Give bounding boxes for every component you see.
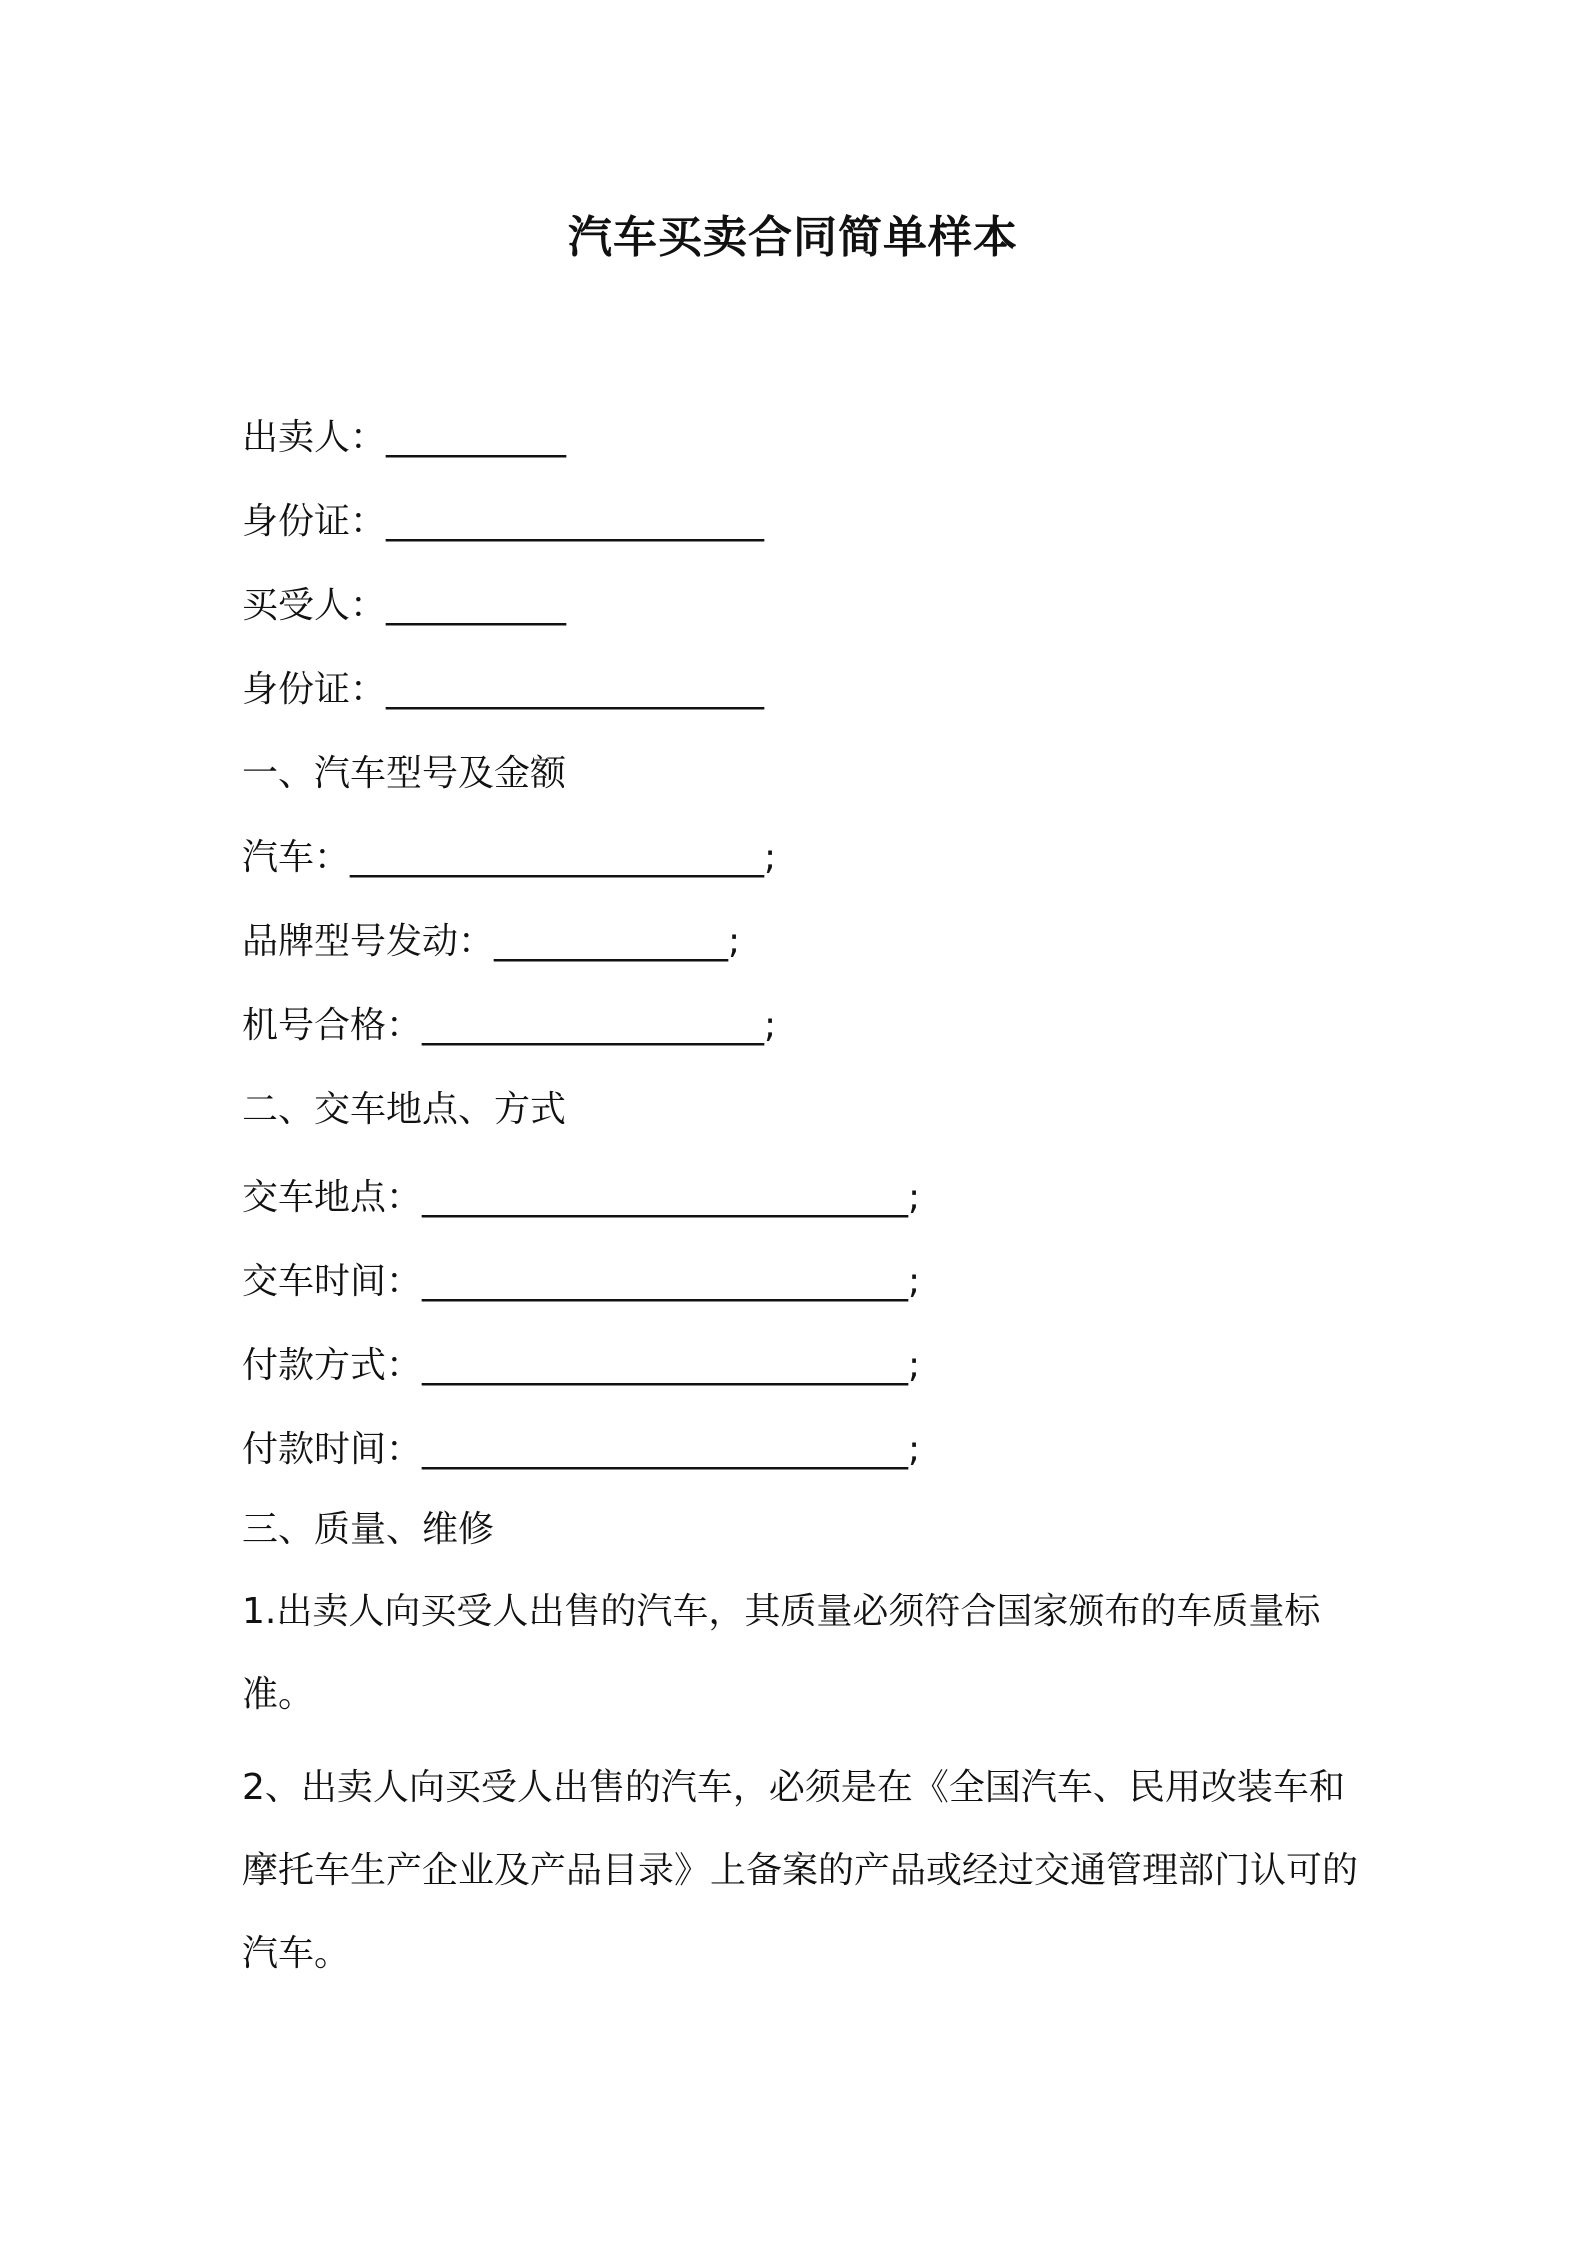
buyer-field: 买受人：__________ <box>242 585 567 626</box>
payment-time-field: 付款时间：___________________________; <box>242 1429 921 1470</box>
section-1-heading: 一、汽车型号及金额 <box>242 753 567 794</box>
delivery-place-field: 交车地点：___________________________; <box>242 1177 921 1218</box>
seller-id-field: 身份证：_____________________ <box>242 501 765 542</box>
engine-no-cert-field: 机号合格：___________________; <box>242 1005 777 1046</box>
delivery-time-field: 交车时间：___________________________; <box>242 1261 921 1302</box>
document-title: 汽车买卖合同简单样本 <box>568 212 1018 263</box>
seller-field: 出卖人：__________ <box>242 417 567 458</box>
section-2-heading: 二、交车地点、方式 <box>242 1089 567 1130</box>
clause-1-paragraph: 1.出卖人向买受人出售的汽车，其质量必须符合国家颁布的车质量标准。 <box>242 1591 1321 1715</box>
brand-model-engine-field: 品牌型号发动：_____________; <box>242 921 741 962</box>
car-field: 汽车：_______________________; <box>242 837 777 878</box>
buyer-id-field: 身份证：_____________________ <box>242 669 765 710</box>
section-3-heading: 三、质量、维修 <box>242 1509 495 1550</box>
clause-2-paragraph: 2、出卖人向买受人出售的汽车，必须是在《全国汽车、民用改装车和摩托车生产企业及产品目录》上备案的产品或经过交通管理部门认可的汽车。 <box>242 1767 1359 1974</box>
payment-method-field: 付款方式：___________________________; <box>242 1345 921 1386</box>
